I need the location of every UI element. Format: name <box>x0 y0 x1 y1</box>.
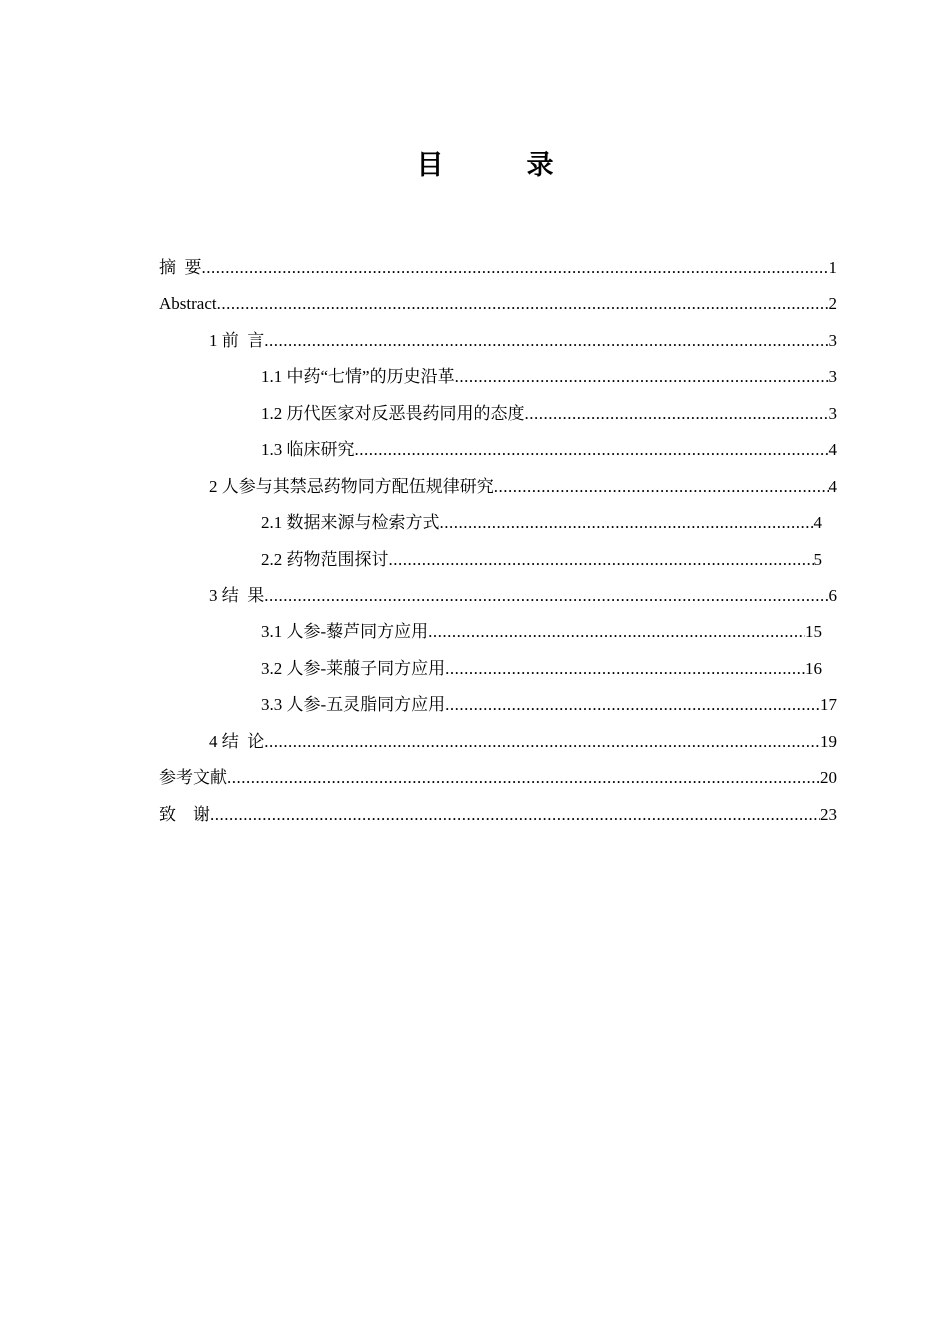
toc-entry <box>159 292 837 316</box>
toc-entry-label: 参考文献 <box>159 768 227 787</box>
toc-entry-page: 5 <box>813 550 822 569</box>
toc-entry <box>261 511 822 535</box>
toc-leader <box>264 730 820 754</box>
toc-leader <box>227 766 820 790</box>
toc-entry <box>261 693 837 717</box>
toc-leader <box>202 256 829 280</box>
toc-entry <box>261 657 822 681</box>
toc-entry <box>261 402 837 426</box>
toc-leader <box>264 584 828 608</box>
toc-entry-page: 6 <box>828 586 837 605</box>
toc-entry-page: 3 <box>828 404 837 423</box>
toc-entry <box>261 438 837 462</box>
toc-entry-page: 23 <box>820 805 837 824</box>
toc-entry <box>159 766 837 790</box>
toc-entry-label: 3 结 果 <box>209 586 265 605</box>
toc-entry-label: 3.3 人参-五灵脂同方应用 <box>261 695 446 714</box>
toc-leader <box>355 438 829 462</box>
toc-leader <box>428 620 805 644</box>
toc-entry <box>159 256 837 280</box>
toc-entry-label: 1.1 中药“七情”的历史沿革 <box>261 367 455 386</box>
toc-entry-page: 3 <box>828 331 837 350</box>
toc-entry-label: 2 人参与其禁忌药物同方配伍规律研究 <box>209 477 494 496</box>
toc-entry-label: 4 结 论 <box>209 732 265 751</box>
toc-leader <box>445 693 820 717</box>
toc-title: 目 录 <box>416 150 582 181</box>
toc-leader <box>264 329 828 353</box>
toc-entry-page: 4 <box>828 477 837 496</box>
toc-entry-page: 16 <box>805 659 822 678</box>
toc-leader <box>525 402 829 426</box>
toc-entry-page: 2 <box>828 294 837 313</box>
toc-entry <box>209 730 837 754</box>
toc-entry-label: 3.1 人参-藜芦同方应用 <box>261 622 429 641</box>
toc-entry-page: 15 <box>805 622 822 641</box>
toc-entry <box>261 620 822 644</box>
toc-entry-page: 20 <box>820 768 837 787</box>
toc-leader <box>217 292 829 316</box>
toc-entry <box>261 548 822 572</box>
toc-leader <box>210 803 820 827</box>
toc-entry-label: 致 谢 <box>159 805 210 824</box>
toc-entry-label: 1.2 历代医家对反恶畏药同用的态度 <box>261 404 525 423</box>
toc-entry-label: Abstract <box>159 294 217 313</box>
toc-entry-page: 19 <box>820 732 837 751</box>
toc-entry <box>159 803 837 827</box>
toc-entry-label: 1 前 言 <box>209 331 265 350</box>
toc-entry <box>261 365 837 389</box>
toc-entry <box>209 584 837 608</box>
toc-entry-page: 3 <box>828 367 837 386</box>
toc-entry <box>209 329 837 353</box>
toc-leader <box>389 548 814 572</box>
toc-entry-page: 4 <box>813 513 822 532</box>
toc-entry-page: 1 <box>828 258 837 277</box>
toc-entry-label: 摘 要 <box>159 258 202 277</box>
toc-entry-page: 17 <box>820 695 837 714</box>
toc-entry-label: 3.2 人参-莱菔子同方应用 <box>261 659 446 678</box>
toc-entry-label: 2.1 数据来源与检索方式 <box>261 513 440 532</box>
toc-leader <box>440 511 814 535</box>
toc-entry-label: 1.3 临床研究 <box>261 440 355 459</box>
toc-entry-label: 2.2 药物范围探讨 <box>261 550 389 569</box>
toc-entry-page: 4 <box>828 440 837 459</box>
toc-leader <box>494 475 829 499</box>
toc-leader <box>455 365 829 389</box>
toc-entry <box>209 475 837 499</box>
toc-leader <box>445 657 805 681</box>
